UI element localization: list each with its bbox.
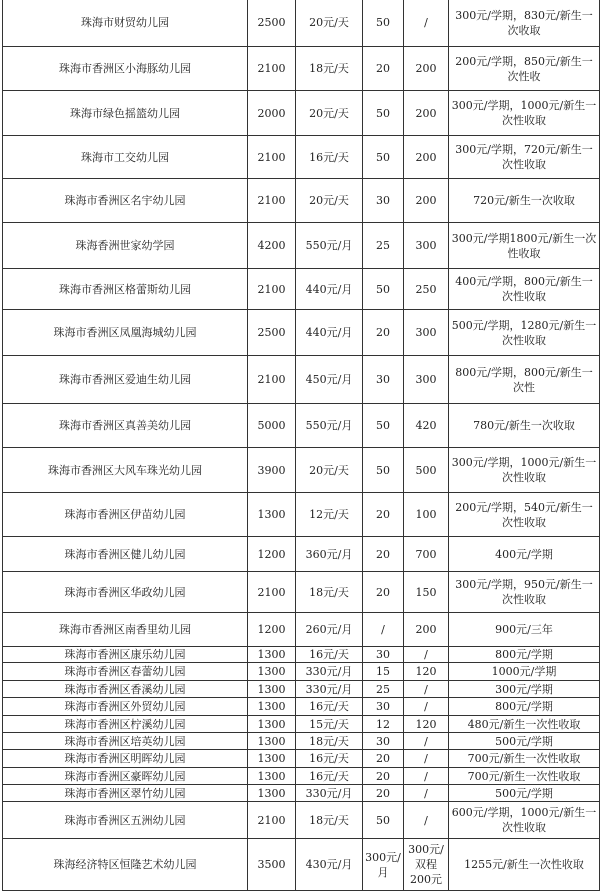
other-fee-cell: 480元/新生一次性收取 (449, 716, 600, 733)
fee-a-cell: / (363, 613, 404, 647)
tuition-cell: 1300 (248, 785, 296, 802)
fee-b-cell: 120 (404, 663, 449, 681)
meal-fee-cell: 260元/月 (296, 613, 363, 647)
other-fee-cell: 500元/学期，1280元/新生一次性收取 (449, 310, 600, 356)
kindergarten-name-cell: 珠海市香洲区翠竹幼儿园 (3, 785, 248, 802)
kindergarten-name-cell: 珠海市工交幼儿园 (3, 136, 248, 179)
kindergarten-name-cell: 珠海香洲世家幼学园 (3, 223, 248, 269)
fee-a-cell: 50 (363, 91, 404, 136)
meal-fee-cell: 550元/月 (296, 223, 363, 269)
fee-b-cell: / (404, 785, 449, 802)
kindergarten-name-cell: 珠海市香洲区华政幼儿园 (3, 572, 248, 613)
fee-b-cell: 700 (404, 537, 449, 572)
tuition-cell: 1200 (248, 537, 296, 572)
fee-b-cell: / (404, 750, 449, 768)
kindergarten-name-cell: 珠海市香洲区爱迪生幼儿园 (3, 356, 248, 404)
fee-a-cell: 30 (363, 698, 404, 716)
tuition-cell: 5000 (248, 404, 296, 448)
table-row (3, 839, 600, 891)
other-fee-cell: 900元/三年 (449, 613, 600, 647)
fee-b-cell: 200 (404, 613, 449, 647)
fee-b-cell: / (404, 698, 449, 716)
kindergarten-name-cell: 珠海市香洲区小海豚幼儿园 (3, 47, 248, 91)
table-row (3, 179, 600, 223)
kindergarten-name-cell: 珠海市香洲区健儿幼儿园 (3, 537, 248, 572)
meal-fee-cell: 16元/天 (296, 698, 363, 716)
tuition-cell: 1200 (248, 613, 296, 647)
meal-fee-cell: 20元/天 (296, 91, 363, 136)
table-row (3, 733, 600, 750)
kindergarten-name-cell: 珠海市财贸幼儿园 (3, 0, 248, 47)
other-fee-cell: 300元/学期，830元/新生一次收取 (449, 0, 600, 47)
fee-b-cell: 300 (404, 356, 449, 404)
kindergarten-name-cell: 珠海市香洲区格蕾斯幼儿园 (3, 269, 248, 310)
tuition-cell: 1300 (248, 493, 296, 537)
tuition-cell: 3500 (248, 839, 296, 891)
tuition-cell: 1300 (248, 681, 296, 698)
table-row (3, 223, 600, 269)
meal-fee-cell: 450元/月 (296, 356, 363, 404)
other-fee-cell: 1000元/学期 (449, 663, 600, 681)
meal-fee-cell: 16元/天 (296, 647, 363, 663)
kindergarten-name-cell: 珠海市香洲区南香里幼儿园 (3, 613, 248, 647)
kindergarten-name-cell: 珠海市香洲区五洲幼儿园 (3, 802, 248, 839)
kindergarten-name-cell: 珠海市香洲区大风车珠光幼儿园 (3, 448, 248, 493)
kindergarten-name-cell: 珠海市香洲区外贸幼儿园 (3, 698, 248, 716)
other-fee-cell: 500元/学期 (449, 733, 600, 750)
other-fee-cell: 300元/学期1800元/新生一次性收取 (449, 223, 600, 269)
table-row (3, 663, 600, 681)
fee-a-cell: 30 (363, 356, 404, 404)
meal-fee-cell: 550元/月 (296, 404, 363, 448)
tuition-cell: 2100 (248, 136, 296, 179)
table-row (3, 448, 600, 493)
meal-fee-cell: 330元/月 (296, 663, 363, 681)
fee-a-cell: 20 (363, 537, 404, 572)
tuition-cell: 1300 (248, 698, 296, 716)
fee-a-cell: 30 (363, 179, 404, 223)
fee-a-cell: 20 (363, 310, 404, 356)
meal-fee-cell: 18元/天 (296, 733, 363, 750)
other-fee-cell: 700元/新生一次性收取 (449, 768, 600, 785)
fee-b-cell: 200 (404, 47, 449, 91)
other-fee-cell: 200元/学期，540元/新生一次性收取 (449, 493, 600, 537)
table-row (3, 647, 600, 663)
fee-b-cell: 250 (404, 269, 449, 310)
table-row (3, 785, 600, 802)
other-fee-cell: 800元/学期 (449, 647, 600, 663)
fee-b-cell: / (404, 802, 449, 839)
fee-a-cell: 50 (363, 448, 404, 493)
fee-a-cell: 50 (363, 136, 404, 179)
other-fee-cell: 500元/学期 (449, 785, 600, 802)
tuition-cell: 2100 (248, 572, 296, 613)
tuition-cell: 2100 (248, 179, 296, 223)
fee-b-cell: 200 (404, 91, 449, 136)
fee-a-cell: 15 (363, 663, 404, 681)
other-fee-cell: 400元/学期 (449, 537, 600, 572)
fee-b-cell: 200 (404, 179, 449, 223)
table-row (3, 404, 600, 448)
kindergarten-name-cell: 珠海市香洲区柠溪幼儿园 (3, 716, 248, 733)
table-row (3, 716, 600, 733)
other-fee-cell: 400元/学期，800元/新生一次性收取 (449, 269, 600, 310)
tuition-cell: 1300 (248, 768, 296, 785)
fee-a-cell: 50 (363, 269, 404, 310)
fee-a-cell: 20 (363, 493, 404, 537)
meal-fee-cell: 15元/天 (296, 716, 363, 733)
other-fee-cell: 300元/学期，1000元/新生一次性收取 (449, 91, 600, 136)
fee-b-cell: / (404, 0, 449, 47)
meal-fee-cell: 16元/天 (296, 750, 363, 768)
table-body (3, 0, 600, 891)
fee-a-cell: 30 (363, 733, 404, 750)
table-row (3, 750, 600, 768)
table-row (3, 537, 600, 572)
kindergarten-name-cell: 珠海市香洲区春蕾幼儿园 (3, 663, 248, 681)
kindergarten-name-cell: 珠海经济特区恒隆艺术幼儿园 (3, 839, 248, 891)
table-row (3, 572, 600, 613)
fee-b-cell: 300元/双程200元 (404, 839, 449, 891)
meal-fee-cell: 18元/天 (296, 572, 363, 613)
fee-a-cell: 25 (363, 223, 404, 269)
table-row (3, 136, 600, 179)
fee-a-cell: 20 (363, 750, 404, 768)
meal-fee-cell: 16元/天 (296, 136, 363, 179)
kindergarten-name-cell: 珠海市香洲区培英幼儿园 (3, 733, 248, 750)
tuition-cell: 4200 (248, 223, 296, 269)
fee-a-cell: 50 (363, 802, 404, 839)
kindergarten-fee-table (2, 0, 600, 891)
other-fee-cell: 780元/新生一次收取 (449, 404, 600, 448)
kindergarten-name-cell: 珠海市香洲区名宇幼儿园 (3, 179, 248, 223)
fee-b-cell: 150 (404, 572, 449, 613)
fee-a-cell: 20 (363, 768, 404, 785)
kindergarten-name-cell: 珠海市香洲区豪晖幼儿园 (3, 768, 248, 785)
meal-fee-cell: 430元/月 (296, 839, 363, 891)
tuition-cell: 1300 (248, 663, 296, 681)
tuition-cell: 1300 (248, 647, 296, 663)
other-fee-cell: 300元/学期，720元/新生一次性收取 (449, 136, 600, 179)
kindergarten-name-cell: 珠海市香洲区真善美幼儿园 (3, 404, 248, 448)
meal-fee-cell: 330元/月 (296, 681, 363, 698)
table-row (3, 698, 600, 716)
fee-a-cell: 30 (363, 647, 404, 663)
meal-fee-cell: 16元/天 (296, 768, 363, 785)
fee-a-cell: 12 (363, 716, 404, 733)
fee-b-cell: 120 (404, 716, 449, 733)
fee-a-cell: 50 (363, 0, 404, 47)
meal-fee-cell: 20元/天 (296, 0, 363, 47)
fee-b-cell: / (404, 681, 449, 698)
fee-b-cell: 420 (404, 404, 449, 448)
tuition-cell: 1300 (248, 733, 296, 750)
fee-b-cell: 100 (404, 493, 449, 537)
fee-b-cell: / (404, 733, 449, 750)
kindergarten-name-cell: 珠海市香洲区伊苗幼儿园 (3, 493, 248, 537)
tuition-cell: 2100 (248, 47, 296, 91)
fee-b-cell: / (404, 768, 449, 785)
meal-fee-cell: 18元/天 (296, 802, 363, 839)
fee-a-cell: 20 (363, 47, 404, 91)
fee-b-cell: 300 (404, 310, 449, 356)
other-fee-cell: 800元/学期 (449, 698, 600, 716)
tuition-cell: 2500 (248, 0, 296, 47)
meal-fee-cell: 20元/天 (296, 448, 363, 493)
other-fee-cell: 300元/学期，1000元/新生一次性收取 (449, 448, 600, 493)
table-row (3, 47, 600, 91)
table-row (3, 269, 600, 310)
other-fee-cell: 700元/新生一次性收取 (449, 750, 600, 768)
meal-fee-cell: 440元/月 (296, 269, 363, 310)
meal-fee-cell: 18元/天 (296, 47, 363, 91)
fee-a-cell: 20 (363, 785, 404, 802)
table-row (3, 768, 600, 785)
kindergarten-name-cell: 珠海市香洲区凤凰海城幼儿园 (3, 310, 248, 356)
tuition-cell: 2500 (248, 310, 296, 356)
other-fee-cell: 300元/学期 (449, 681, 600, 698)
tuition-cell: 2100 (248, 802, 296, 839)
table-row (3, 493, 600, 537)
table-row (3, 310, 600, 356)
fee-a-cell: 300元/月 (363, 839, 404, 891)
fee-b-cell: 200 (404, 136, 449, 179)
other-fee-cell: 720元/新生一次收取 (449, 179, 600, 223)
table-row (3, 356, 600, 404)
meal-fee-cell: 20元/天 (296, 179, 363, 223)
tuition-cell: 2100 (248, 356, 296, 404)
other-fee-cell: 800元/学期，800元/新生一次性 (449, 356, 600, 404)
table-row (3, 802, 600, 839)
meal-fee-cell: 12元/天 (296, 493, 363, 537)
tuition-cell: 1300 (248, 750, 296, 768)
other-fee-cell: 300元/学期，950元/新生一次性收取 (449, 572, 600, 613)
fee-a-cell: 50 (363, 404, 404, 448)
meal-fee-cell: 440元/月 (296, 310, 363, 356)
other-fee-cell: 600元/学期，1000元/新生一次性收取 (449, 802, 600, 839)
table-row (3, 681, 600, 698)
fee-b-cell: 300 (404, 223, 449, 269)
fee-b-cell: / (404, 647, 449, 663)
kindergarten-name-cell: 珠海市香洲区明晖幼儿园 (3, 750, 248, 768)
tuition-cell: 2000 (248, 91, 296, 136)
meal-fee-cell: 330元/月 (296, 785, 363, 802)
tuition-cell: 1300 (248, 716, 296, 733)
tuition-cell: 3900 (248, 448, 296, 493)
other-fee-cell: 200元/学期，850元/新生一次性收 (449, 47, 600, 91)
table-row (3, 0, 600, 47)
fee-b-cell: 500 (404, 448, 449, 493)
table-row (3, 91, 600, 136)
meal-fee-cell: 360元/月 (296, 537, 363, 572)
table-row (3, 613, 600, 647)
fee-a-cell: 25 (363, 681, 404, 698)
tuition-cell: 2100 (248, 269, 296, 310)
other-fee-cell: 1255元/新生一次性收取 (449, 839, 600, 891)
fee-a-cell: 20 (363, 572, 404, 613)
kindergarten-name-cell: 珠海市香洲区康乐幼儿园 (3, 647, 248, 663)
kindergarten-name-cell: 珠海市香洲区香溪幼儿园 (3, 681, 248, 698)
kindergarten-name-cell: 珠海市绿色摇篮幼儿园 (3, 91, 248, 136)
